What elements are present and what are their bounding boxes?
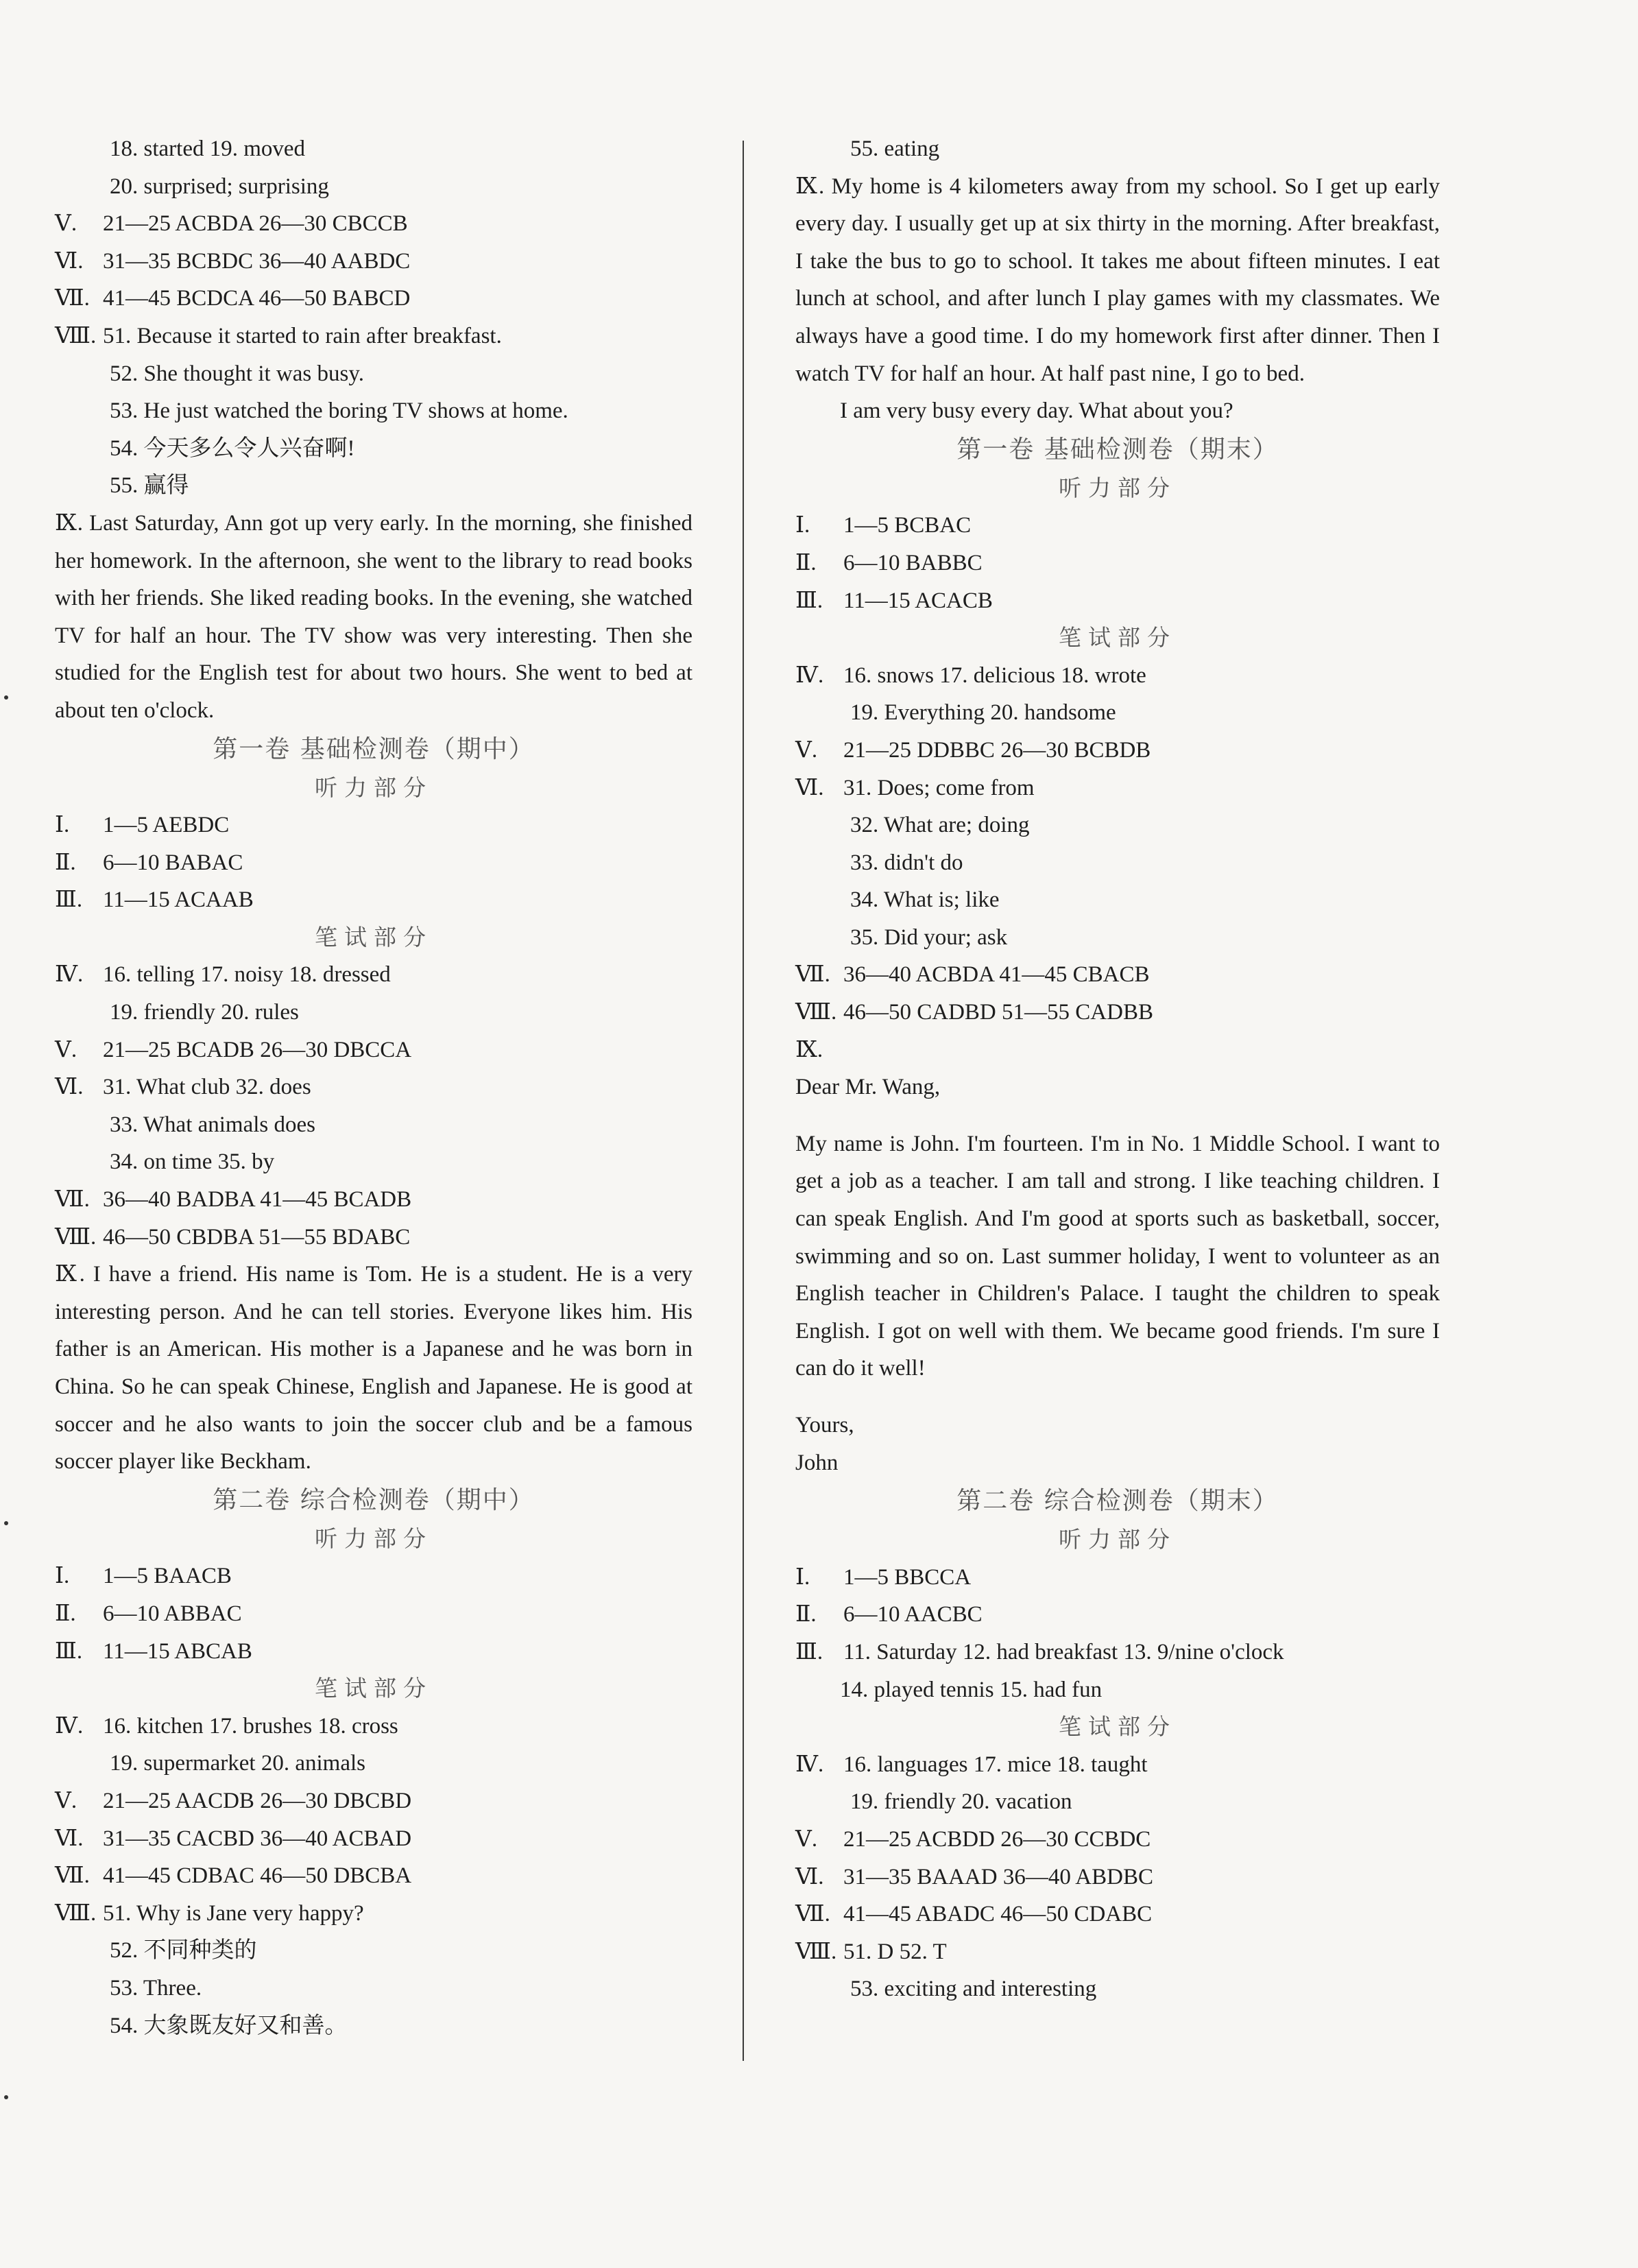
- answer-line: [55, 1181, 692, 1219]
- roman-numeral: Ⅶ.: [55, 286, 90, 311]
- answer-text: 41—45 CDBAC 46—50 DBCBA: [103, 1863, 412, 1889]
- answer-line: [55, 1106, 692, 1144]
- answer-line: [55, 1820, 692, 1858]
- subsection-title: 笔试部分: [315, 1675, 433, 1702]
- answer-text: 19. Everything 20. handsome: [850, 700, 1116, 726]
- answer-text: 19. friendly 20. rules: [110, 1000, 299, 1025]
- answer-line: [795, 657, 1440, 695]
- scan-mark: [4, 695, 8, 700]
- answer-line: [795, 769, 1440, 807]
- writing-paragraph: My name is John. I'm fourteen. I'm in No. 1 Middle School. I want to get a job as a teacher. I am tall and strong. I like teaching children. I can speak English. And I'm good at sports such as basketball, soccer, swimming and so on. Last summer holiday, I went to volunteer as an English teacher in Children's Palace. I taught the children to speak English. I got on well with them. We became good friends. I'm sure I can do it well!: [795, 1131, 1440, 1381]
- section-title: 第二卷 综合检测卷（期中）: [213, 1485, 535, 1514]
- answer-line: [795, 507, 1440, 545]
- answer-line: [795, 1746, 1440, 1784]
- roman-numeral: Ⅳ.: [55, 962, 84, 988]
- answer-line: [795, 1896, 1440, 1933]
- writing-paragraph: Ⅸ. I have a friend. His name is Tom. He is a student. He is a very interesting person. And he can tell stories. Everyone likes him. His father is an American. His mother is a Japanese and he was born in China. So he can speak Chinese, English and Japanese. He is good at soccer and he also wants to join the soccer club and be a famous soccer player like Beckham.: [55, 1262, 692, 1475]
- answer-text: 19. supermarket 20. animals: [110, 1751, 365, 1776]
- answer-line: [55, 1708, 692, 1745]
- section-title: 第二卷 综合检测卷（期末）: [956, 1487, 1279, 1516]
- answer-line: [795, 1444, 1440, 1482]
- answer-text: 32. What are; doing: [850, 813, 1030, 838]
- answer-text: 51. D 52. T: [843, 1939, 947, 1964]
- subsection-title: 笔试部分: [315, 923, 433, 951]
- answer-text: 1—5 BCBAC: [843, 513, 972, 538]
- subsection-title: 听力部分: [315, 1525, 433, 1552]
- answer-text: Yours,: [795, 1413, 854, 1437]
- writing-paragraph: Ⅸ. Last Saturday, Ann got up very early. In the morning, she finished her homework. In the afternoon, she went to the library to read books with her friends. She liked reading books. In the evening, she watched TV for half an hour. The TV show was very interesting. Then she studied for the English test for about two hours. She went to bed at about ten o'clock.: [55, 510, 692, 723]
- answer-line: [55, 205, 692, 243]
- answer-text: 21—25 ACBDA 26—30 CBCCB: [103, 211, 408, 237]
- roman-numeral: Ⅰ.: [795, 1564, 810, 1590]
- answer-text: 33. What animals does: [110, 1112, 315, 1137]
- subsection-title: 听力部分: [315, 774, 433, 801]
- roman-numeral: Ⅴ.: [795, 1826, 818, 1852]
- roman-numeral: Ⅳ.: [795, 1752, 824, 1777]
- roman-numeral: Ⅰ.: [55, 1564, 70, 1589]
- answer-line: [795, 1596, 1440, 1634]
- left-column: [55, 130, 692, 2044]
- roman-numeral: Ⅵ.: [55, 248, 84, 274]
- roman-numeral: Ⅲ.: [795, 588, 823, 613]
- answer-text: 51. Why is Jane very happy?: [103, 1900, 364, 1926]
- answer-text: 21—25 AACDB 26—30 DBCBD: [103, 1788, 412, 1813]
- roman-numeral: Ⅳ.: [795, 663, 824, 688]
- answer-line: [55, 243, 692, 280]
- subsection-title: 听力部分: [1059, 1526, 1177, 1553]
- answer-line: [795, 1821, 1440, 1859]
- answer-line: [795, 994, 1440, 1031]
- roman-numeral: Ⅱ.: [795, 550, 817, 575]
- roman-numeral: Ⅳ.: [55, 1713, 84, 1739]
- answer-line: [795, 130, 1440, 168]
- answer-line: [795, 1031, 1440, 1069]
- answer-text: 20. surprised; surprising: [110, 174, 329, 199]
- answer-text: 31—35 BAAAD 36—40 ABDBC: [843, 1864, 1153, 1889]
- answer-line: [55, 355, 692, 393]
- answer-text: 18. started 19. moved: [110, 136, 306, 161]
- answer-line: [795, 1859, 1440, 1896]
- answer-line: [55, 168, 692, 206]
- answer-line: [55, 1143, 692, 1181]
- answer-line: [55, 430, 692, 468]
- answer-text: 41—45 ABADC 46—50 CDABC: [843, 1902, 1153, 1927]
- answer-line: [55, 318, 692, 355]
- roman-numeral: Ⅵ.: [55, 1826, 84, 1851]
- answer-line: [795, 881, 1440, 919]
- answer-line: [55, 1633, 692, 1671]
- roman-numeral: Ⅴ.: [795, 737, 818, 763]
- answer-line: [55, 392, 692, 430]
- answer-line: [55, 1745, 692, 1782]
- roman-numeral: Ⅷ.: [55, 1900, 97, 1926]
- answer-line: [795, 1407, 1440, 1444]
- answer-line: [795, 1933, 1440, 1971]
- scan-mark: [4, 2095, 8, 2099]
- subsection-title: 笔试部分: [1059, 624, 1177, 652]
- answer-line: [55, 2007, 692, 2045]
- answer-text: 1—5 AEBDC: [103, 813, 230, 838]
- roman-numeral: Ⅲ.: [55, 887, 83, 913]
- answer-text: 51. Because it started to rain after breakfast.: [103, 323, 502, 348]
- roman-numeral: Ⅷ.: [795, 1939, 837, 1964]
- answer-text: 21—25 ACBDD 26—30 CCBDC: [843, 1826, 1151, 1852]
- answer-line: [55, 130, 692, 168]
- answer-text: 6—10 BABAC: [103, 850, 243, 875]
- answer-line: [55, 1069, 692, 1106]
- roman-numeral: Ⅴ.: [55, 1788, 77, 1813]
- answer-text: 1—5 BBCCA: [843, 1564, 972, 1590]
- answer-text: 6—10 BABBC: [843, 550, 983, 575]
- answer-line: [55, 1219, 692, 1256]
- answer-line: [795, 1671, 1440, 1709]
- answer-line: [55, 1857, 692, 1895]
- answer-line: [55, 1895, 692, 1933]
- roman-numeral: Ⅱ.: [55, 850, 76, 875]
- roman-numeral: Ⅲ.: [795, 1639, 823, 1664]
- answer-line: [795, 1069, 1440, 1106]
- answer-text: 11—15 ACACB: [843, 588, 993, 613]
- answer-line: [795, 1970, 1440, 2008]
- answer-line: [55, 844, 692, 882]
- roman-numeral: Ⅴ.: [55, 1037, 77, 1062]
- roman-numeral: Ⅵ.: [795, 1864, 824, 1889]
- writing-paragraph: I am very busy every day. What about you?: [840, 398, 1233, 424]
- answer-text: 53. Three.: [110, 1975, 202, 2001]
- answer-line: [55, 956, 692, 994]
- answer-text: 34. on time 35. by: [110, 1149, 275, 1175]
- answer-text: 14. played tennis 15. had fun: [840, 1677, 1103, 1702]
- roman-numeral: Ⅴ.: [55, 211, 77, 237]
- answer-text: 46—50 CBDBA 51—55 BDABC: [103, 1224, 411, 1250]
- answer-text: 21—25 DDBBC 26—30 BCBDB: [843, 737, 1151, 763]
- answer-line: [795, 582, 1440, 620]
- answer-text: 6—10 ABBAC: [103, 1601, 242, 1626]
- roman-numeral: Ⅲ.: [55, 1638, 83, 1664]
- answer-text: 16. kitchen 17. brushes 18. cross: [103, 1713, 398, 1739]
- column-divider: [743, 141, 744, 2061]
- answer-line: [795, 1783, 1440, 1821]
- roman-numeral: Ⅸ.: [795, 1037, 823, 1062]
- writing-paragraph: Ⅸ. My home is 4 kilometers away from my school. So I get up early every day. I usually get up at six thirty in the morning. After breakfast, I take the bus to go to school. It takes me about fifteen minutes. I eat lunch at school, and after lunch I play games with my classmates. We always have a good time. I do my homework first after dinner. Then I watch TV for half an hour. At half past nine, I go to bed.: [795, 174, 1440, 386]
- answer-line: [55, 881, 692, 919]
- answer-text: 55. 赢得: [110, 473, 189, 499]
- roman-numeral: Ⅱ.: [55, 1601, 76, 1626]
- roman-numeral: Ⅷ.: [55, 323, 97, 348]
- roman-numeral: Ⅷ.: [795, 1000, 837, 1025]
- answer-line: [795, 807, 1440, 844]
- answer-text: 55. eating: [850, 136, 940, 161]
- answer-line: [55, 467, 692, 505]
- answer-line: [55, 807, 692, 844]
- spacer: [795, 1106, 1440, 1125]
- answer-text: 16. telling 17. noisy 18. dressed: [103, 962, 391, 988]
- answer-text: Dear Mr. Wang,: [795, 1075, 941, 1100]
- answer-line: [55, 1782, 692, 1820]
- answer-text: 35. Did your; ask: [850, 924, 1008, 950]
- answer-line: [55, 1595, 692, 1633]
- right-column: [795, 130, 1440, 2008]
- answer-line: [795, 694, 1440, 732]
- answer-text: 11—15 ACAAB: [103, 887, 254, 913]
- answer-text: 53. He just watched the boring TV shows at home.: [110, 398, 568, 424]
- answer-text: 52. She thought it was busy.: [110, 361, 364, 386]
- answer-line: [795, 956, 1440, 994]
- answer-text: 33. didn't do: [850, 850, 963, 875]
- answer-text: John: [795, 1450, 839, 1475]
- roman-numeral: Ⅱ.: [795, 1602, 817, 1627]
- roman-numeral: Ⅵ.: [795, 775, 824, 800]
- answer-line: [795, 732, 1440, 769]
- answer-text: 11—15 ABCAB: [103, 1638, 252, 1664]
- answer-line: [795, 1634, 1440, 1671]
- spacer: [795, 1387, 1440, 1407]
- answer-line: [795, 545, 1440, 582]
- section-title: 第一卷 基础检测卷（期中）: [213, 735, 535, 763]
- answer-text: 36—40 BADBA 41—45 BCADB: [103, 1187, 412, 1213]
- answer-line: [55, 1031, 692, 1069]
- answer-text: 31—35 CACBD 36—40 ACBAD: [103, 1826, 412, 1851]
- roman-numeral: Ⅶ.: [795, 1902, 830, 1927]
- roman-numeral: Ⅵ.: [55, 1075, 84, 1100]
- roman-numeral: Ⅰ.: [795, 513, 810, 538]
- answer-text: 19. friendly 20. vacation: [850, 1789, 1072, 1815]
- answer-line: [795, 919, 1440, 957]
- answer-text: 46—50 CADBD 51—55 CADBB: [843, 1000, 1153, 1025]
- answer-text: 54. 大象既友好又和善。: [110, 2013, 348, 2038]
- answer-text: 6—10 AACBC: [843, 1602, 983, 1627]
- answer-line: [55, 1557, 692, 1595]
- answer-text: 41—45 BCDCA 46—50 BABCD: [103, 286, 411, 311]
- answer-text: 11. Saturday 12. had breakfast 13. 9/nine o'clock: [843, 1639, 1284, 1664]
- roman-numeral: Ⅰ.: [55, 813, 70, 838]
- answer-text: 34. What is; like: [850, 887, 1000, 913]
- roman-numeral: Ⅷ.: [55, 1224, 97, 1250]
- subsection-title: 笔试部分: [1059, 1713, 1177, 1741]
- roman-numeral: Ⅶ.: [55, 1187, 90, 1213]
- answer-text: 1—5 BAACB: [103, 1564, 232, 1589]
- answer-text: 53. exciting and interesting: [850, 1977, 1097, 2002]
- answer-line: [795, 1559, 1440, 1597]
- answer-line: [55, 1970, 692, 2007]
- subsection-title: 听力部分: [1059, 474, 1177, 501]
- answer-line: [55, 994, 692, 1031]
- answer-text: 21—25 BCADB 26—30 DBCCA: [103, 1037, 412, 1062]
- roman-numeral: Ⅶ.: [795, 962, 830, 988]
- roman-numeral: Ⅶ.: [55, 1863, 90, 1889]
- answer-text: 36—40 ACBDA 41—45 CBACB: [843, 962, 1150, 988]
- answer-line: [55, 280, 692, 318]
- answer-text: 54. 今天多么令人兴奋啊!: [110, 435, 355, 461]
- answer-text: 16. languages 17. mice 18. taught: [843, 1752, 1148, 1777]
- answer-text: 31. What club 32. does: [103, 1075, 311, 1100]
- section-title: 第一卷 基础检测卷（期末）: [956, 435, 1279, 464]
- answer-text: 31—35 BCBDC 36—40 AABDC: [103, 248, 411, 274]
- answer-text: 16. snows 17. delicious 18. wrote: [843, 663, 1146, 688]
- answer-line: [795, 844, 1440, 882]
- scan-mark: [4, 1521, 8, 1525]
- answer-text: 52. 不同种类的: [110, 1938, 257, 1963]
- answer-line: [55, 1932, 692, 1970]
- answer-text: 31. Does; come from: [843, 775, 1035, 800]
